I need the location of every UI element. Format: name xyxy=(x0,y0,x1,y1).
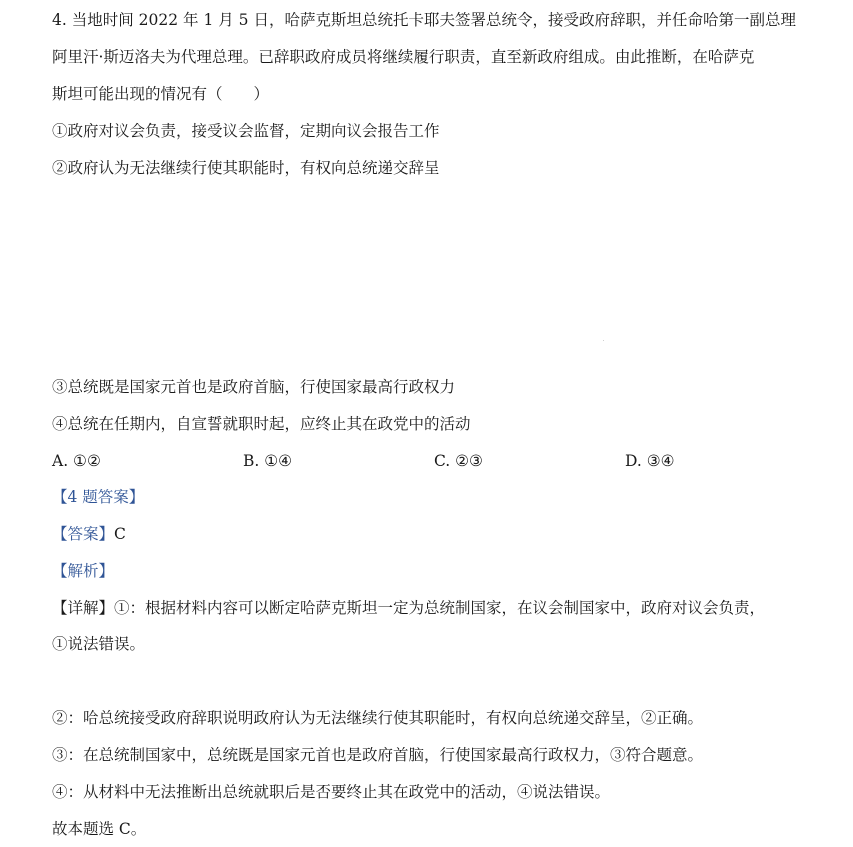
stray-dot xyxy=(603,340,604,341)
option-a: A. ①② xyxy=(52,452,101,470)
option-d: D. ③④ xyxy=(625,452,675,470)
detail-line-5: ④：从材料中无法推断出总统就职后是否要终止其在政党中的活动，④说法错误。 xyxy=(52,783,611,801)
detail-line-6: 故本题选 C。 xyxy=(52,820,147,838)
detail-line-4: ③：在总统制国家中，总统既是国家元首也是政府首脑，行使国家最高行政权力，③符合题意。 xyxy=(52,746,704,764)
detail-line-2: ①说法错误。 xyxy=(52,635,146,653)
statement-1: ①政府对议会负责，接受议会监督，定期向议会报告工作 xyxy=(52,122,440,140)
statement-4: ④总统在任期内，自宣誓就职时起，应终止其在政党中的活动 xyxy=(52,415,471,433)
question-stem-line-2: 阿里汗·斯迈洛夫为代理总理。已辞职政府成员将继续履行职责，直至新政府组成。由此推断，在哈萨克 xyxy=(52,48,755,66)
answer-line xyxy=(52,524,126,544)
question-stem-line-1: 4. 当地时间 2022 年 1 月 5 日，哈萨克斯坦总统托卡耶夫签署总统令，接受政府辞职，并任命哈第一副总理 xyxy=(52,11,796,29)
analysis-heading: 【解析】 xyxy=(52,562,115,580)
option-c: C. ②③ xyxy=(434,452,483,470)
answer-label: 【答案】 xyxy=(52,525,115,543)
answer-heading: 【4 题答案】 xyxy=(52,488,145,506)
detail-line-1: 【详解】①：根据材料内容可以断定哈萨克斯坦一定为总统制国家，在议会制国家中，政府对议会负责， xyxy=(52,599,766,617)
statement-3: ③总统既是国家元首也是政府首脑，行使国家最高行政权力 xyxy=(52,378,456,396)
detail-line-3: ②：哈总统接受政府辞职说明政府认为无法继续行使其职能时，有权向总统递交辞呈，②正确。 xyxy=(52,709,704,727)
question-stem-line-3: 斯坦可能出现的情况有（ ） xyxy=(52,85,270,103)
answer-value: C xyxy=(114,525,126,543)
statement-2: ②政府认为无法继续行使其职能时，有权向总统递交辞呈 xyxy=(52,159,440,177)
option-b: B. ①④ xyxy=(243,452,293,470)
